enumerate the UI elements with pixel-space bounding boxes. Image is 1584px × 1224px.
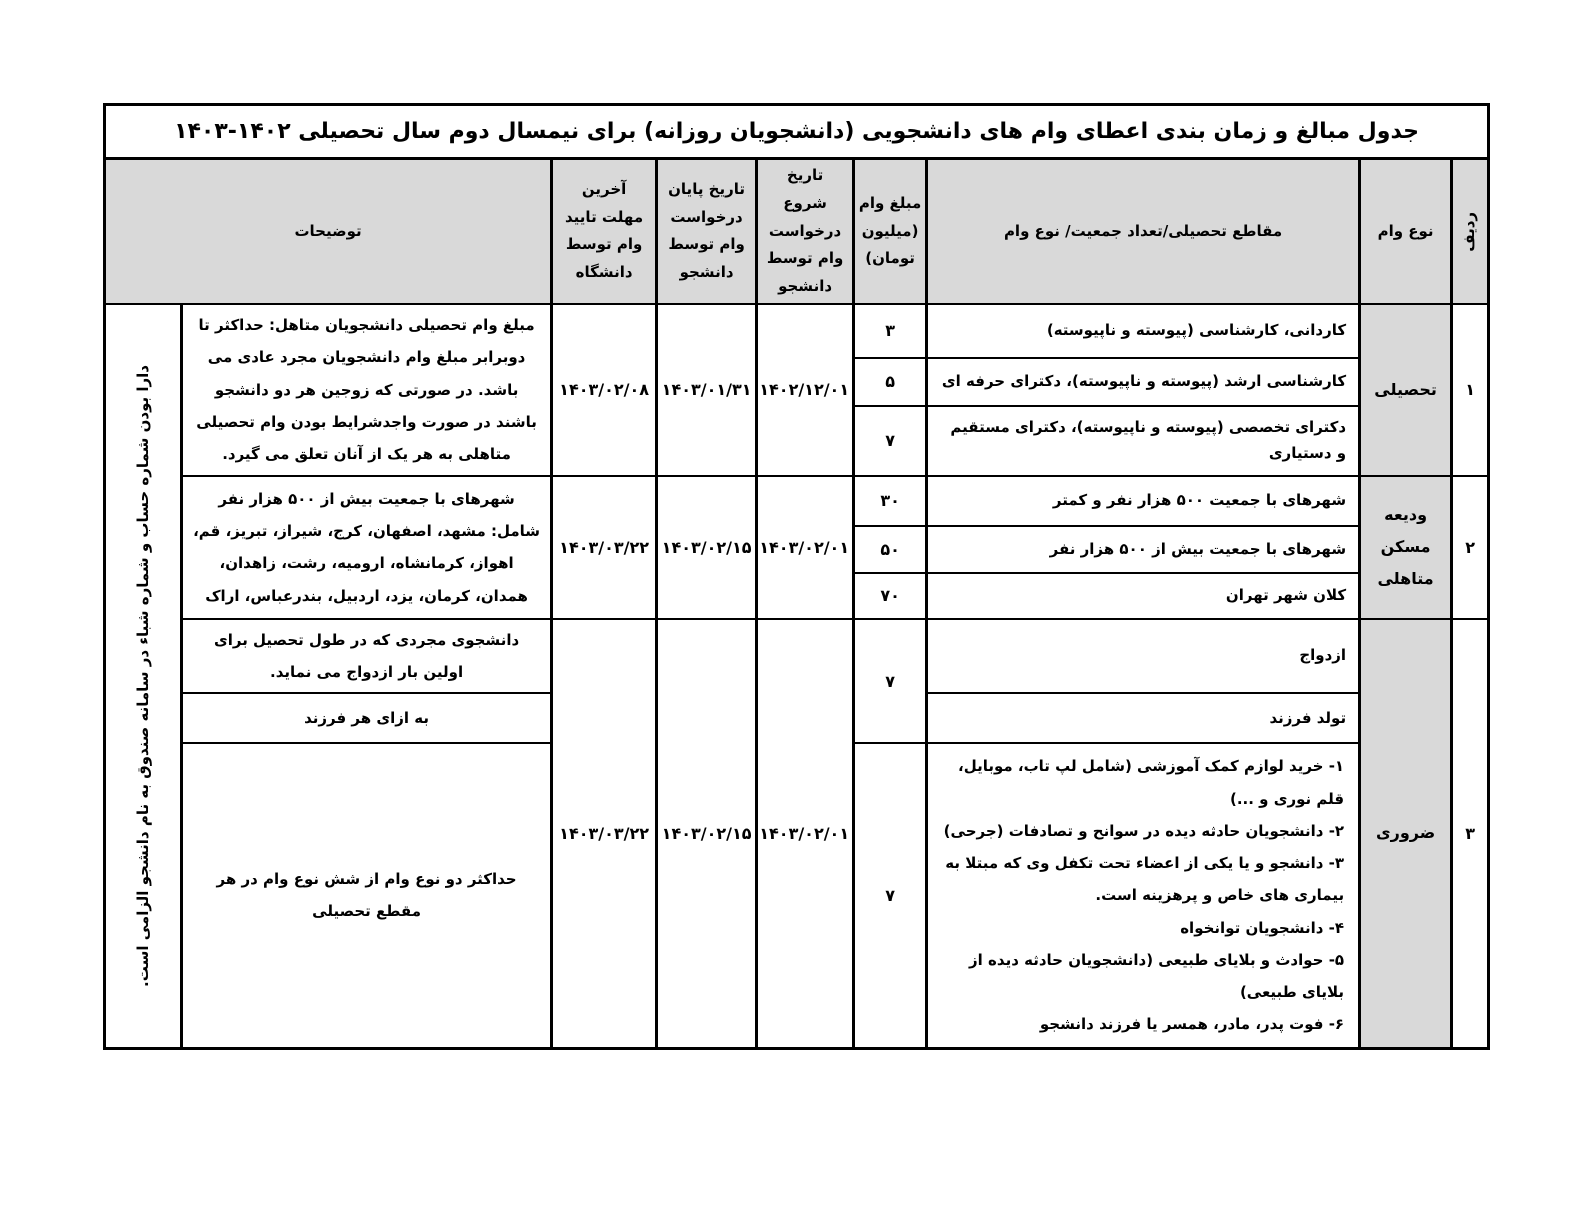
deadline-cell: ۱۴۰۳/۰۲/۰۸ xyxy=(552,304,657,476)
header-approve-deadline: آخرین مهلت تایید وام توسط دانشگاه xyxy=(552,159,657,304)
end-date-cell: ۱۴۰۳/۰۱/۳۱ xyxy=(657,304,757,476)
header-levels: مقاطع تحصیلی/تعداد جمعیت/ نوع وام xyxy=(927,159,1360,304)
amount-cell: ۷ xyxy=(854,406,927,476)
notes-cell: حداکثر دو نوع وام از شش نوع وام در هر مقطع تحصیلی xyxy=(182,743,552,1048)
notes-cell: دانشجوی مجردی که در طول تحصیل برای اولین بار ازدواج می نماید. xyxy=(182,619,552,694)
start-date-cell: ۱۴۰۳/۰۲/۰۱ xyxy=(757,476,854,619)
list-item: ۵- حوادث و بلایای طبیعی (دانشجویان حادثه دیده از بلایای طبیعی) xyxy=(969,950,1345,1001)
loan-schedule-table xyxy=(103,103,1490,1050)
amount-cell: ۵۰ xyxy=(854,526,927,573)
row-number-cell: ۳ xyxy=(1452,619,1489,1048)
header-notes: توضیحات xyxy=(105,159,552,304)
level-cell: تولد فرزند xyxy=(927,693,1360,743)
list-item: ۶- فوت پدر، مادر، همسر یا فرزند دانشجو xyxy=(1039,1015,1345,1034)
side-note-wrap xyxy=(106,305,180,1047)
table-title: جدول مبالغ و زمان بندی اعطای وام های دانشجویی (دانشجویان روزانه) برای نیمسال دوم سال تحصیلی ۱۴۰۲-۱۴۰۳ xyxy=(105,105,1489,159)
level-cell: کلان شهر تهران xyxy=(927,573,1360,619)
deadline-cell: ۱۴۰۳/۰۳/۲۲ xyxy=(552,476,657,619)
loan-type-cell: تحصیلی xyxy=(1360,304,1452,476)
level-cell: دکترای تخصصی (پیوسته و ناپیوسته)، دکترای مستقیم و دستیاری xyxy=(927,406,1360,476)
list-item: ۲- دانشجویان حادثه دیده در سوانح و تصادفات (جرحی) xyxy=(943,821,1345,840)
side-note-cell xyxy=(105,304,182,1048)
list-item: ۳- دانشجو و یا یکی از اعضاء تحت تکفل وی که مبتلا به بیماری های خاص و پرهزینه است. xyxy=(945,854,1345,905)
level-cell: شهرهای با جمعیت بیش از ۵۰۰ هزار نفر xyxy=(927,526,1360,573)
start-date-cell: ۱۴۰۲/۱۲/۰۱ xyxy=(757,304,854,476)
end-date-cell: ۱۴۰۳/۰۲/۱۵ xyxy=(657,619,757,1048)
amount-cell: ۷ xyxy=(854,619,927,744)
header-loan-type: نوع وام xyxy=(1360,159,1452,304)
list-item: ۴- دانشجویان توانخواه xyxy=(1180,918,1345,937)
header-row-number-wrap xyxy=(1453,160,1487,303)
list-item: ۱- خرید لوازم کمک آموزشی (شامل لپ تاب، موبایل، قلم نوری و ...) xyxy=(958,757,1345,808)
row-number-cell: ۱ xyxy=(1452,304,1489,476)
level-cell: کاردانی، کارشناسی (پیوسته و ناپیوسته) xyxy=(927,304,1360,358)
loan-type-cell: ضروری xyxy=(1360,619,1452,1048)
start-date-cell: ۱۴۰۳/۰۲/۰۱ xyxy=(757,619,854,1048)
header-row-number-label: ردیف xyxy=(1460,211,1479,252)
level-cell: ازدواج xyxy=(927,619,1360,694)
level-cell: شهرهای با جمعیت ۵۰۰ هزار نفر و کمتر xyxy=(927,476,1360,526)
amount-cell: ۳۰ xyxy=(854,476,927,526)
row-number-cell: ۲ xyxy=(1452,476,1489,619)
header-start-date: تاریخ شروع درخواست وام توسط دانشجو xyxy=(757,159,854,304)
notes-cell: مبلغ وام تحصیلی دانشجویان متاهل: حداکثر تا دوبرابر مبلغ وام دانشجویان مجرد عادی می باشد. در صورتی که زوجین هر دو دانشجو باشند در صورت واجدشرایط بودن وام تحصیلی متاهلی به هر یک از آنان تعلق می گیرد. xyxy=(182,304,552,476)
amount-cell: ۷ xyxy=(854,743,927,1048)
loan-type-cell: ودیعه مسکن متاهلی xyxy=(1360,476,1452,619)
header-amount: مبلغ وام (میلیون تومان) xyxy=(854,159,927,304)
deadline-cell: ۱۴۰۳/۰۳/۲۲ xyxy=(552,619,657,1048)
end-date-cell: ۱۴۰۳/۰۲/۱۵ xyxy=(657,476,757,619)
amount-cell: ۳ xyxy=(854,304,927,358)
emergency-loan-list-cell xyxy=(927,743,1360,1048)
amount-cell: ۵ xyxy=(854,358,927,406)
level-cell: کارشناسی ارشد (پیوسته و ناپیوسته)، دکترای حرفه ای xyxy=(927,358,1360,406)
amount-cell: ۷۰ xyxy=(854,573,927,619)
notes-cell: شهرهای با جمعیت بیش از ۵۰۰ هزار نفر شامل: مشهد، اصفهان، کرج، شیراز، تبریز، قم، اهواز، کرمانشاه، ارومیه، رشت، زاهدان، همدان، کرمان، یزد، اردبیل، بندرعباس، اراک xyxy=(182,476,552,619)
side-note-text: دارا بودن شماره حساب و شماره شباء در سامانه صندوق به نام دانشجو الزامی است. xyxy=(134,364,153,987)
header-end-date: تاریخ پایان درخواست وام توسط دانشجو xyxy=(657,159,757,304)
notes-cell: به ازای هر فرزند xyxy=(182,693,552,743)
header-row-number xyxy=(1452,159,1489,304)
